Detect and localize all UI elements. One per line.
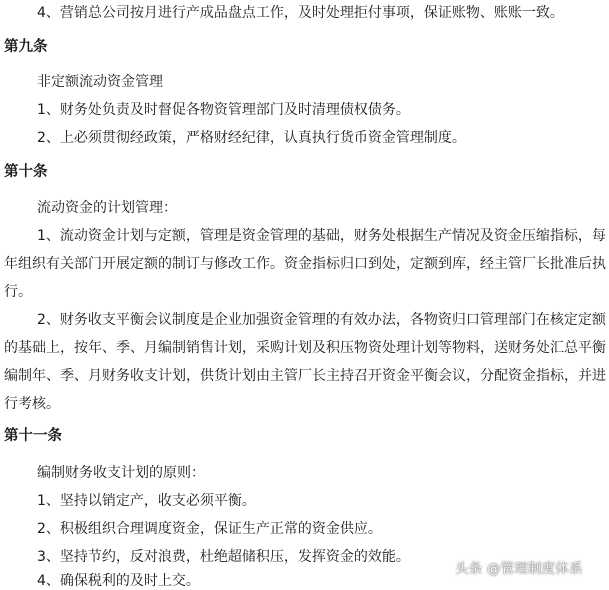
top-paragraph-line: 4、营销总公司按月进行产成品盘点工作，及时处理拒付事项，保证账物、账账一致。 bbox=[37, 5, 564, 21]
article-10-item-2-line-4: 行考核。 bbox=[4, 396, 60, 412]
article-9-item-1: 1、财务处负责及时督促各物资管理部门及时清理债权债务。 bbox=[37, 102, 410, 118]
article-11-item-1: 1、坚持以销定产，收支必须平衡。 bbox=[37, 493, 256, 509]
article-10-item-1-line-1: 1、流动资金计划与定额，管理是资金管理的基础，财务处根据生产情况及资金压缩指标，每 bbox=[37, 228, 606, 244]
article-9-item-2: 2、上必须贯彻经政策，严格财经纪律，认真执行货币资金管理制度。 bbox=[37, 130, 466, 146]
watermark-text: 头条 @管理制度体系 bbox=[455, 561, 583, 577]
article-9-heading: 第九条 bbox=[4, 39, 48, 55]
article-11-subtitle: 编制财务收支计划的原则： bbox=[37, 465, 205, 481]
article-11-item-3: 3、坚持节约，反对浪费，杜绝超储积压，发挥资金的效能。 bbox=[37, 549, 410, 565]
article-11-item-4: 4、确保税利的及时上交。 bbox=[37, 573, 200, 589]
article-11-item-2: 2、积极组织合理调度资金，保证生产正常的资金供应。 bbox=[37, 521, 382, 537]
article-10-item-2-line-1: 2、财务收支平衡会议制度是企业加强资金管理的有效办法，各物资归口管理部门在核定定额 bbox=[37, 312, 606, 328]
article-10-item-2-line-2: 的基础上，按年、季、月编制销售计划，采购计划及积压物资处理计划等物料，送财务处汇总平衡 bbox=[4, 340, 606, 356]
article-10-item-2-line-3: 编制年、季、月财务收支计划，供货计划由主管厂长主持召开资金平衡会议，分配资金指标，并进 bbox=[4, 368, 606, 384]
article-11-heading: 第十一条 bbox=[4, 428, 62, 444]
article-10-item-1-line-3: 行。 bbox=[4, 284, 32, 300]
article-10-heading: 第十条 bbox=[4, 164, 48, 180]
article-10-subtitle: 流动资金的计划管理： bbox=[37, 200, 177, 216]
article-10-item-1-line-2: 年组织有关部门开展定额的制订与修改工作。资金指标归口到处，定额到库，经主管厂长批准后执 bbox=[4, 256, 606, 272]
article-9-subtitle: 非定额流动资金管理 bbox=[37, 74, 163, 90]
